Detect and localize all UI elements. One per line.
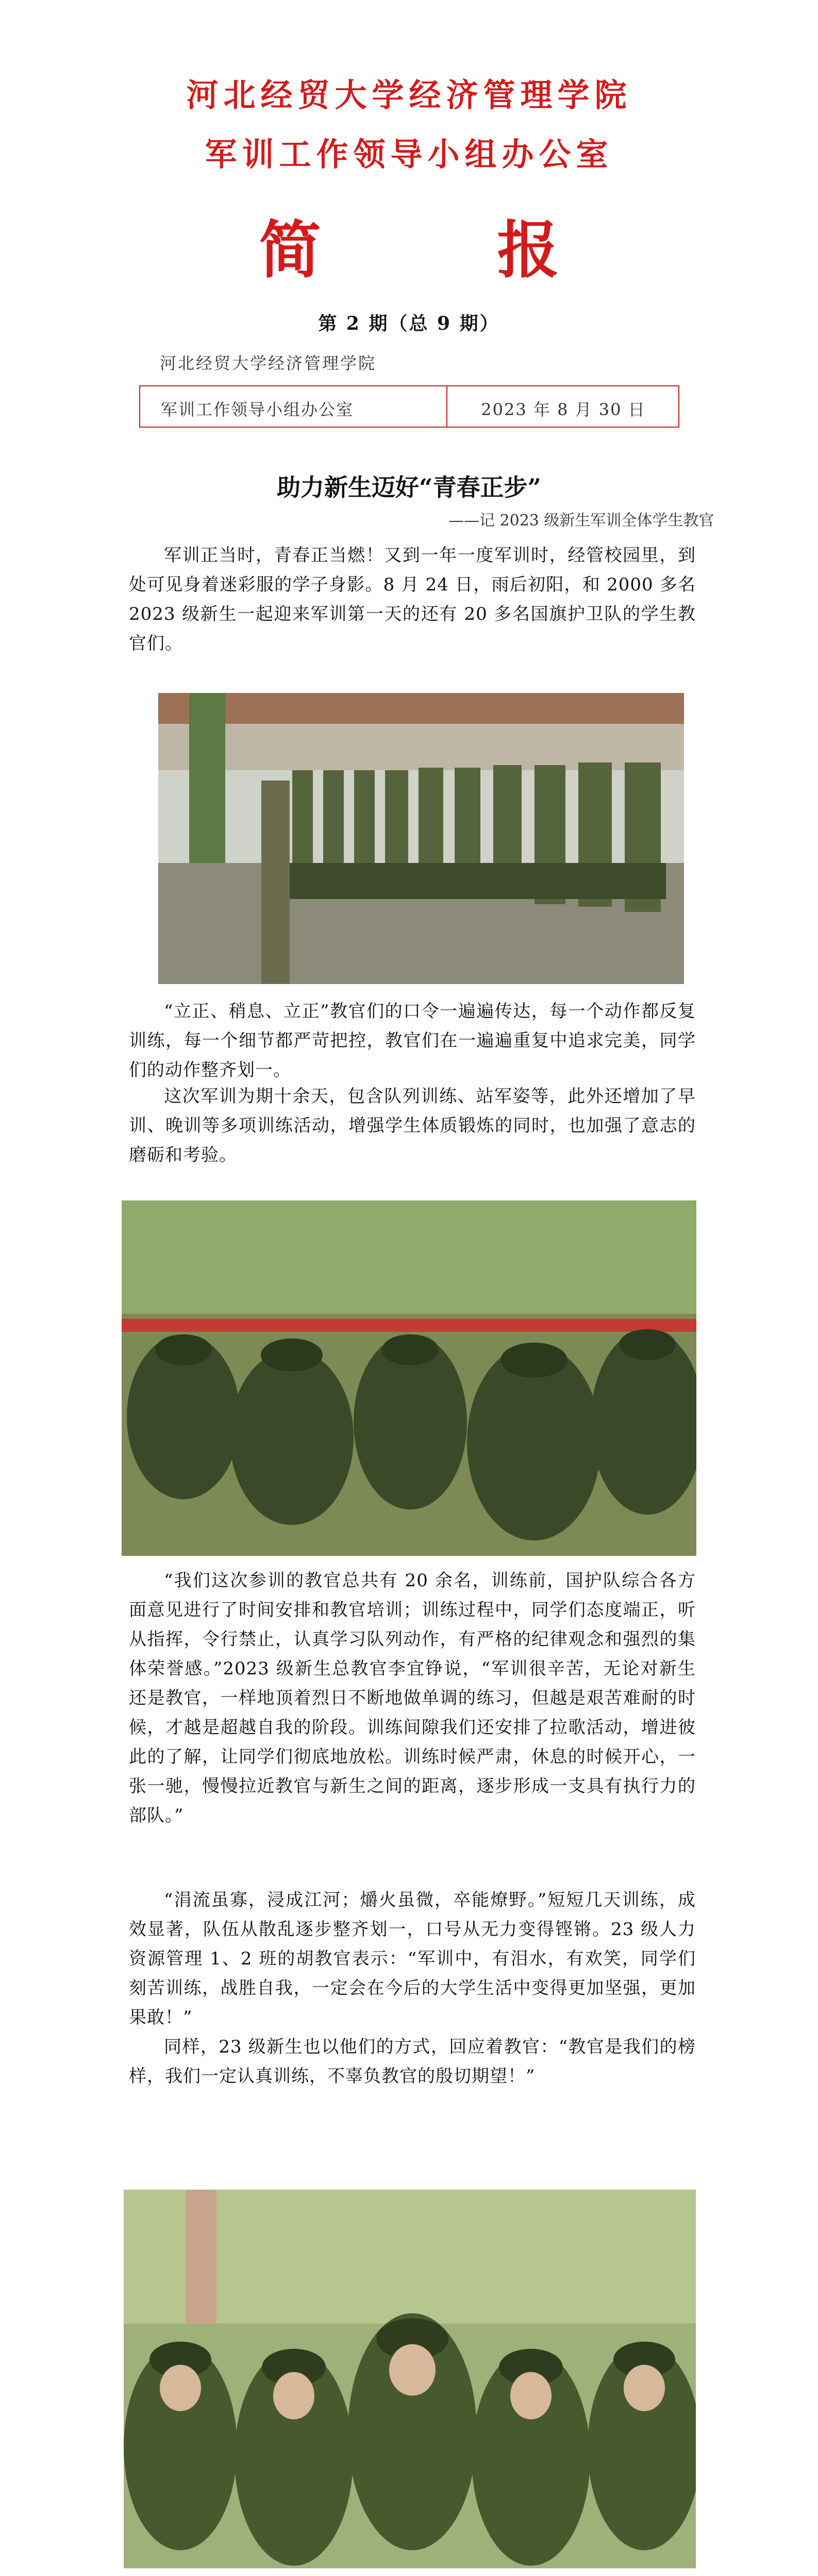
paragraph-6: 同样，23 级新生也以他们的方式，回应着教官：“教官是我们的榜样，我们一定认真训练，不辜负教官的殷切期望！” bbox=[129, 2037, 696, 2087]
org-title-line1: 河北经贸大学经济管理学院 bbox=[186, 76, 632, 114]
training-photo-2 bbox=[122, 1200, 696, 1556]
training-photo-1 bbox=[158, 693, 684, 984]
training-photo-3 bbox=[124, 2190, 696, 2568]
issue-date: 2023 年 8 月 30 日 bbox=[481, 400, 646, 419]
article-subtitle: ——记 2023 级新生军训全体学生教官 bbox=[448, 512, 714, 530]
paragraph-1: 军训正当时，青春正当燃！又到一年一度军训时，经管校园里，到处可见身着迷彩服的学子身影。8 月 24 日，雨后初阳，和 2000 多名 2023 级新生一起迎来军训第一天的还有 20 多名国旗护卫队的学生教官们。 bbox=[129, 545, 696, 654]
article-title: 助力新生迈好“青春正步” bbox=[277, 473, 541, 501]
meta-box bbox=[139, 385, 679, 428]
issue-number: 第 2 期（总 9 期） bbox=[318, 313, 500, 334]
bulletin-heading: 简 报 bbox=[259, 214, 637, 286]
paragraph-3: 这次军训为期十余天，包含队列训练、站军姿等，此外还增加了早训、晚训等多项训练活动，增强学生体质锻炼的同时，也加强了意志的磨砺和考验。 bbox=[129, 1086, 696, 1165]
paragraph-4: “我们这次参训的教官总共有 20 余名，训练前，国护队综合各方面意见进行了时间安排和教官培训；训练过程中，同学们态度端正，听从指挥，令行禁止，认真学习队列动作，有严格的纪律观念和强烈的集体荣誉感。”2023 级新生总教官李宜铮说，“军训很辛苦，无论对新生还是教官，一样地顶着烈日不断地做单调的练习，但越是艰苦难耐的时候，才越是超越自我的阶段。训练间隙我们还安排了拉歌活动，增进彼此的了解，让同学们彻底地放松。训练时候严肃，休息的时候开心，一张一驰，慢慢拉近教官与新生之间的距离，逐步形成一支具有执行力的部队。” bbox=[129, 1570, 696, 1826]
org-title-line2: 军训工作领导小组办公室 bbox=[205, 135, 613, 173]
paragraph-5: “涓流虽寡，浸成江河；爝火虽微，卒能燎野。”短短几天训练，成效显著，队伍从散乱逐步整齐划一，口号从无力变得铿锵。23 级人力资源管理 1、2 班的胡教官表示：“军训中，有泪水，有欢笑，同学们刻苦训练，战胜自我，一定会在今后的大学生活中变得更加坚强，更加果敢！” bbox=[129, 1890, 696, 2028]
paragraph-2: “立正、稍息、立正”教官们的口令一遍遍传达，每一个动作都反复训练，每一个细节都严苛把控，教官们在一遍遍重复中追求完美，同学们的动作整齐划一。 bbox=[129, 1001, 696, 1080]
issuing-unit: 河北经贸大学经济管理学院 bbox=[160, 353, 377, 373]
office-name: 军训工作领导小组办公室 bbox=[161, 400, 354, 419]
